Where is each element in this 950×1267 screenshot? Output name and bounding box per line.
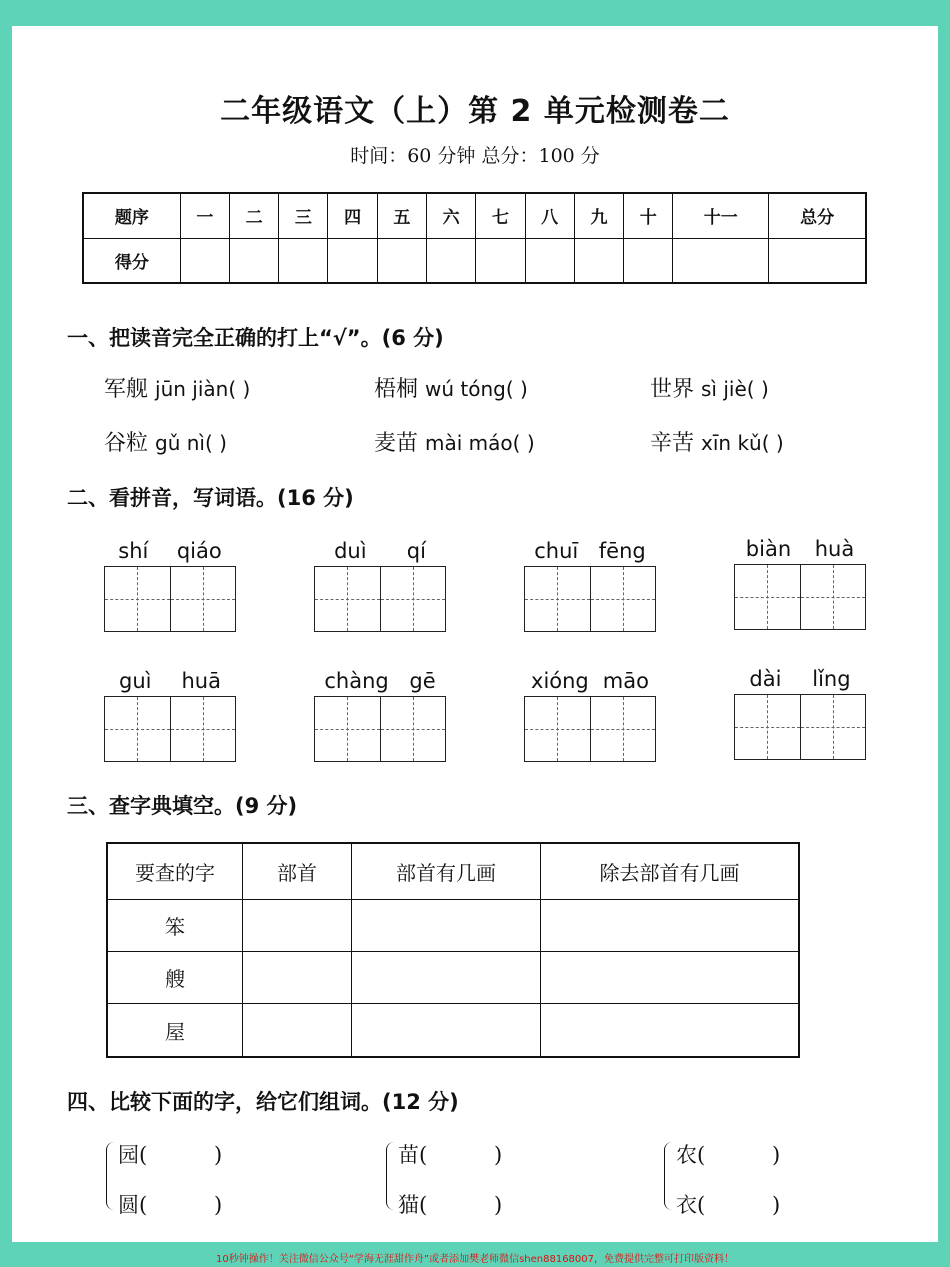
brace-icon — [386, 1142, 395, 1210]
score-cell[interactable] — [180, 238, 229, 283]
score-header-cell: 四 — [328, 193, 377, 238]
score-cell[interactable] — [229, 238, 278, 283]
section-3-heading: 三、查字典填空。(9 分) — [67, 794, 298, 818]
q4-word-blank[interactable]: 衣( ) — [676, 1193, 781, 1217]
dict-answer-cell[interactable] — [243, 1004, 352, 1057]
q1-pinyin: sì jiè — [701, 377, 747, 401]
footer-banner: 10秒钟操作！关注微信公众号“学海无涯甜作舟”或者添加樊老师微信shen88168007，免费提供完整可打印版资料！ — [215, 1254, 735, 1265]
score-header-cell: 五 — [377, 193, 426, 238]
score-header-cell: 总分 — [769, 193, 866, 238]
score-cell[interactable] — [279, 238, 328, 283]
q2-word-box — [104, 666, 236, 762]
tian-grid[interactable] — [524, 566, 656, 632]
q2-pinyin: duì — [334, 539, 367, 563]
q4-word-blank[interactable]: 圆( ) — [118, 1193, 223, 1217]
q1-answer-blank[interactable]: ( ) — [204, 431, 227, 455]
q1-hanzi: 军舰 — [104, 377, 149, 402]
score-header-row — [83, 193, 866, 238]
q2-pinyin: qí — [406, 539, 426, 563]
q2-pinyin: guì — [119, 669, 152, 693]
q4-word-blank[interactable]: 苗( ) — [398, 1143, 503, 1167]
q1-answer-blank[interactable]: ( ) — [505, 377, 528, 401]
worksheet-page — [12, 26, 938, 1242]
q1-pinyin: mài máo — [425, 431, 513, 455]
q1-item — [374, 372, 528, 403]
q1-pinyin: gǔ nì — [155, 431, 205, 455]
q4-word-blank[interactable]: 猫( ) — [398, 1193, 503, 1217]
dict-answer-cell[interactable] — [541, 899, 800, 951]
q2-pinyin: fēng — [598, 539, 646, 563]
score-header-cell: 二 — [229, 193, 278, 238]
brace-icon — [664, 1142, 673, 1210]
tian-grid[interactable] — [104, 696, 236, 762]
dict-answer-cell[interactable] — [243, 899, 352, 951]
q1-answer-blank[interactable]: ( ) — [746, 377, 769, 401]
score-cell[interactable] — [673, 238, 769, 283]
dict-header-cell: 部首有几画 — [352, 843, 541, 899]
q1-item — [104, 426, 227, 457]
score-table — [82, 192, 867, 284]
q2-word-box — [734, 664, 866, 760]
page-title: 二年级语文（上）第 2 单元检测卷二 — [220, 94, 730, 129]
score-header-cell: 题序 — [83, 193, 180, 238]
tian-grid[interactable] — [524, 696, 656, 762]
q2-pinyin: biàn — [745, 537, 792, 561]
q1-item — [104, 372, 250, 403]
q2-pinyin: dài — [749, 667, 782, 691]
score-header-cell: 九 — [574, 193, 623, 238]
score-header-cell: 一 — [180, 193, 229, 238]
q1-item — [374, 426, 535, 457]
q1-hanzi: 世界 — [650, 377, 695, 402]
q1-hanzi: 谷粒 — [104, 431, 149, 456]
dict-answer-cell[interactable] — [541, 951, 800, 1003]
q2-pinyin: gē — [409, 669, 436, 693]
score-value-row — [83, 238, 866, 283]
section-4-heading: 四、比较下面的字，给它们组词。(12 分) — [67, 1090, 459, 1114]
q1-pinyin: jūn jiàn — [155, 377, 229, 401]
q4-char-pair — [106, 1140, 223, 1240]
q1-pinyin: wú tóng — [425, 377, 506, 401]
score-cell[interactable] — [574, 238, 623, 283]
dict-answer-cell[interactable] — [541, 1004, 800, 1057]
tian-grid[interactable] — [734, 564, 866, 630]
score-header-cell: 十 — [624, 193, 673, 238]
q2-pinyin: huā — [181, 669, 221, 693]
q2-pinyin: qiáo — [176, 539, 222, 563]
q1-answer-blank[interactable]: ( ) — [512, 431, 535, 455]
q2-pinyin: xióng — [531, 669, 589, 693]
score-cell[interactable] — [377, 238, 426, 283]
q2-pinyin: lǐng — [812, 667, 851, 691]
q1-pinyin: xīn kǔ — [701, 431, 762, 455]
score-header-cell: 六 — [427, 193, 476, 238]
score-header-cell: 三 — [279, 193, 328, 238]
q2-pinyin: chàng — [324, 669, 389, 693]
score-cell[interactable] — [476, 238, 525, 283]
dict-header-cell: 要查的字 — [107, 843, 243, 899]
q2-pinyin: māo — [602, 669, 649, 693]
q1-hanzi: 麦苗 — [374, 431, 419, 456]
dict-answer-cell[interactable] — [352, 1004, 541, 1057]
q1-answer-blank[interactable]: ( ) — [761, 431, 784, 455]
tian-grid[interactable] — [314, 566, 446, 632]
dict-answer-cell[interactable] — [243, 951, 352, 1003]
q2-word-box — [104, 536, 236, 632]
dict-row — [107, 1004, 799, 1057]
q2-word-box — [524, 666, 656, 762]
q2-pinyin: chuī — [534, 539, 579, 563]
q2-pinyin: huà — [814, 537, 855, 561]
page-subtitle: 时间：60 分钟 总分：100 分 — [350, 145, 600, 167]
tian-grid[interactable] — [104, 566, 236, 632]
dict-char: 屋 — [107, 1004, 243, 1057]
score-cell[interactable] — [525, 238, 574, 283]
score-cell[interactable] — [624, 238, 673, 283]
q1-answer-blank[interactable]: ( ) — [228, 377, 251, 401]
q4-char-pair — [386, 1140, 503, 1240]
q2-word-box — [314, 536, 446, 632]
q2-word-box — [524, 536, 656, 632]
score-header-cell: 八 — [525, 193, 574, 238]
score-header-cell: 七 — [476, 193, 525, 238]
dict-answer-cell[interactable] — [352, 899, 541, 951]
score-cell[interactable] — [328, 238, 377, 283]
q2-word-box — [314, 666, 446, 762]
dict-answer-cell[interactable] — [352, 951, 541, 1003]
q1-item — [650, 426, 784, 457]
q2-word-box — [734, 534, 866, 630]
q4-word-blank[interactable]: 园( ) — [118, 1143, 223, 1167]
score-cell[interactable] — [427, 238, 476, 283]
score-header-cell: 十一 — [673, 193, 769, 238]
section-1-heading: 一、把读音完全正确的打上“√”。(6 分) — [67, 326, 444, 350]
dict-header-cell: 除去部首有几画 — [541, 843, 800, 899]
q1-hanzi: 梧桐 — [374, 377, 419, 402]
dict-header-row — [107, 843, 799, 899]
dict-row — [107, 951, 799, 1003]
score-row-label: 得分 — [83, 238, 180, 283]
tian-grid[interactable] — [734, 694, 866, 760]
q4-word-blank[interactable]: 农( ) — [676, 1143, 781, 1167]
q2-pinyin: shí — [118, 539, 149, 563]
dict-header-cell: 部首 — [243, 843, 352, 899]
dictionary-table — [106, 842, 800, 1058]
q1-item — [650, 372, 769, 403]
tian-grid[interactable] — [314, 696, 446, 762]
dict-char: 笨 — [107, 899, 243, 951]
q4-char-pair — [664, 1140, 781, 1240]
dict-row — [107, 899, 799, 951]
brace-icon — [106, 1142, 115, 1210]
q1-hanzi: 辛苦 — [650, 431, 695, 456]
dict-char: 艘 — [107, 951, 243, 1003]
score-cell[interactable] — [769, 238, 866, 283]
section-2-heading: 二、看拼音，写词语。(16 分) — [67, 486, 354, 510]
